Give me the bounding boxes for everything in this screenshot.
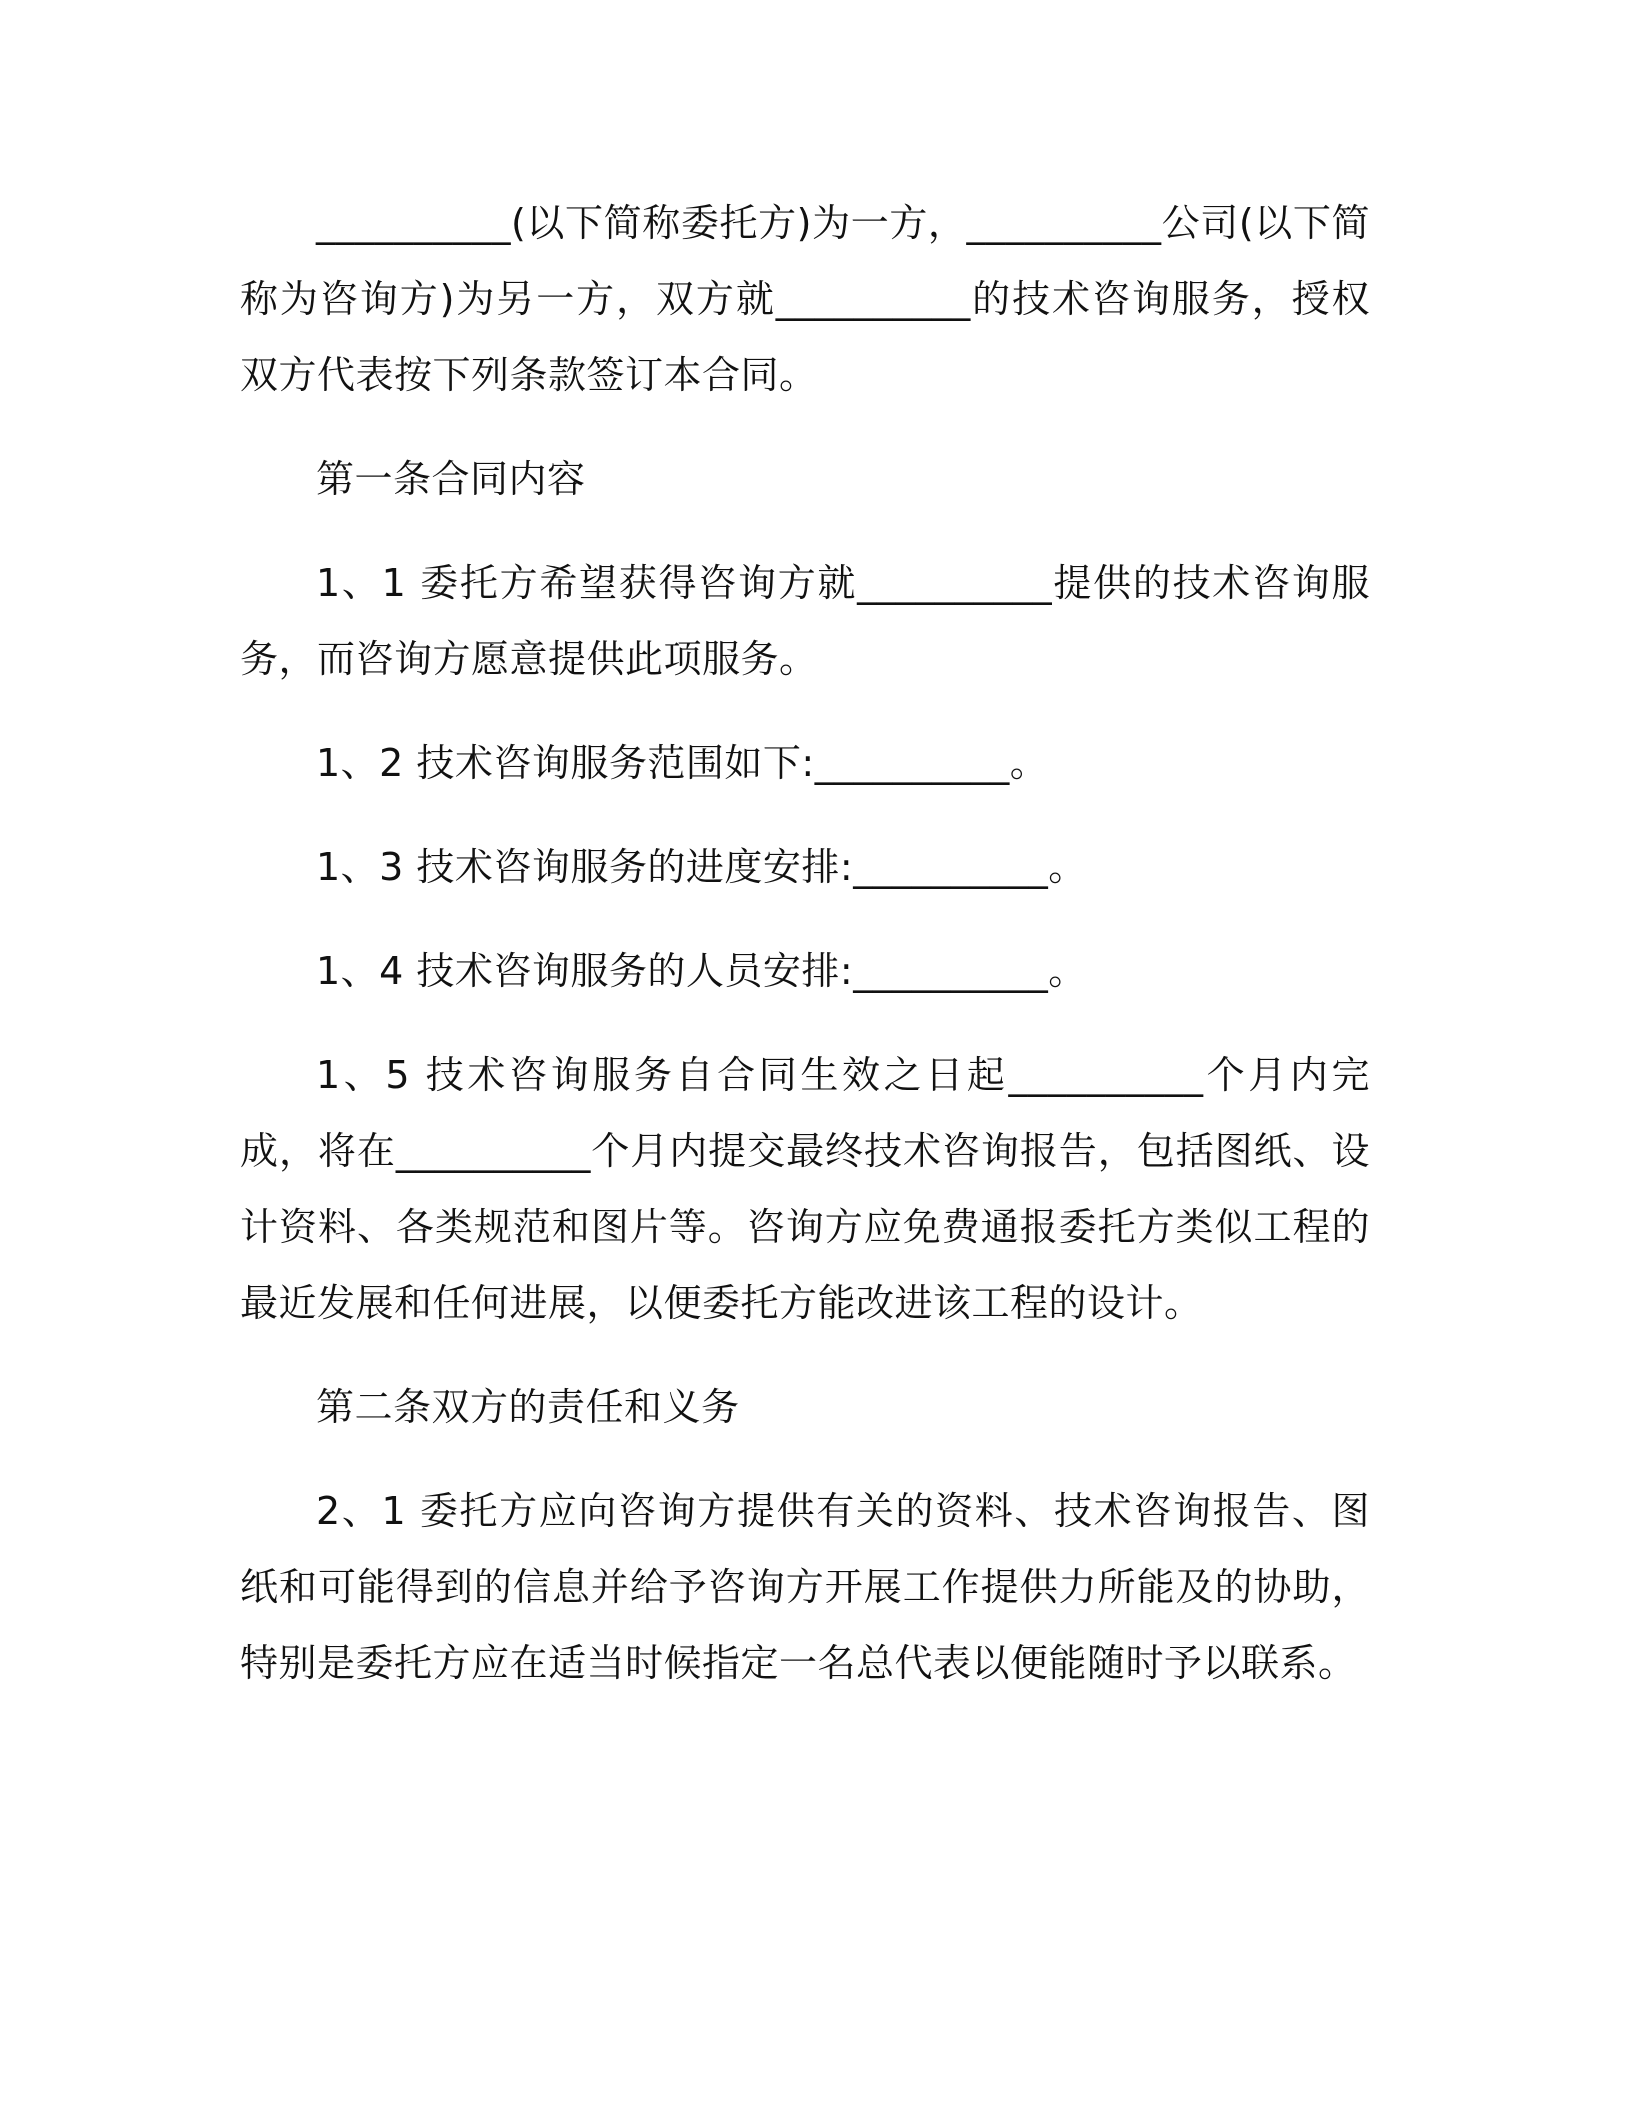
article-1-heading: 第一条合同内容 xyxy=(316,457,586,501)
clause-2-1: 2、1 委托方应向咨询方提供有关的资料、技术咨询报告、图纸和可能得到的信息并给予咨询方开展工作提供力所能及的协助，特别是委托方应在适当时候指定一名总代表以便能随时予以联系。 xyxy=(240,1489,1370,1685)
article-2-heading: 第二条双方的责任和义务 xyxy=(316,1385,740,1429)
clause-1-5: 1、5 技术咨询服务自合同生效之日起__________个月内完成，将在__________个月内提交最终技术咨询报告，包括图纸、设计资料、各类规范和图片等。咨询方应免费通报委托方类似工程的最近发展和任何进展，以便委托方能改进该工程的设计。 xyxy=(240,1053,1370,1325)
intro-paragraph: __________(以下简称委托方)为一方，__________公司(以下简称为咨询方)为另一方，双方就__________的技术咨询服务，授权双方代表按下列条款签订本合同。 xyxy=(240,201,1370,397)
clause-1-1: 1、1 委托方希望获得咨询方就__________提供的技术咨询服务，而咨询方愿意提供此项服务。 xyxy=(240,561,1370,681)
document-body xyxy=(240,185,1370,1729)
clause-1-3: 1、3 技术咨询服务的进度安排:__________。 xyxy=(316,845,1087,889)
clause-1-4: 1、4 技术咨询服务的人员安排:__________。 xyxy=(316,949,1087,993)
clause-1-2: 1、2 技术咨询服务范围如下:__________。 xyxy=(316,741,1049,785)
